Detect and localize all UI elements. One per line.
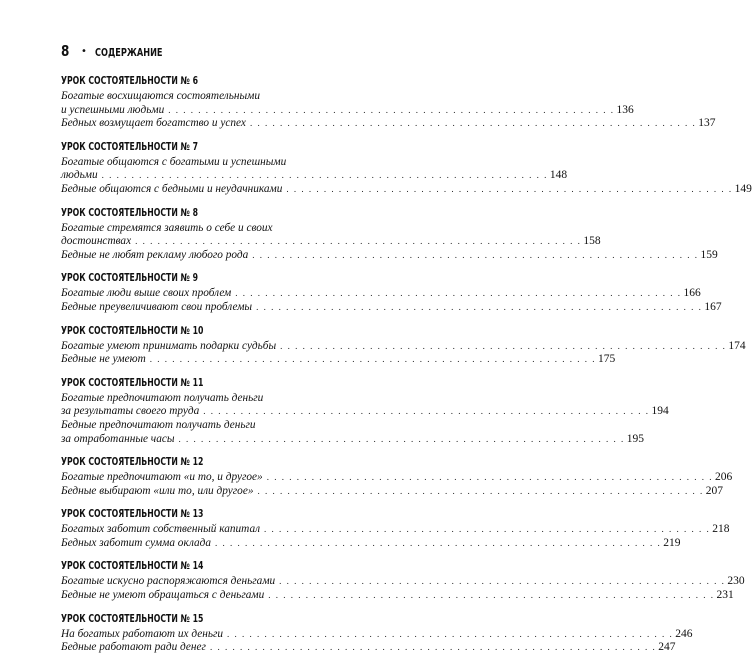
toc-entry-last-line [61,536,681,551]
toc-list [61,74,752,655]
toc-page-number: 194 [651,405,669,418]
dot-leader: . . . . . . . . . . . . . . . . . . . . . . . . . . . . . . . . . . . . . . . . . . . . . . . . . . . . . . . . . . . . [268,590,715,601]
dot-leader: . . . . . . . . . . . . . . . . . . . . . . . . . . . . . . . . . . . . . . . . . . . . . . . . . . . . . . . . . . . . [266,472,713,483]
dot-leader: . . . . . . . . . . . . . . . . . . . . . . . . . . . . . . . . . . . . . . . . . . . . . . . . . . . . . . . . . . . . [235,288,682,299]
dot-leader: . . . . . . . . . . . . . . . . . . . . . . . . . . . . . . . . . . . . . . . . . . . . . . . . . . . . . . . . . . . . [249,118,697,129]
running-head [61,42,357,60]
toc-entry-text: Богатые искусно распоряжаются деньгами [61,575,276,588]
lesson-section [61,140,752,197]
toc-page-number: 167 [704,300,722,313]
toc-entry-text: Бедные не любят рекламу любого рода [61,248,249,261]
lesson-section [61,206,718,263]
toc-entry-text: Бедные предпочитают получать деньги [61,418,256,431]
toc-entry-text: Богатые предпочитают получать деньги [61,391,264,404]
dot-leader: . . . . . . . . . . . . . . . . . . . . . . . . . . . . . . . . . . . . . . . . . . . . . . . . . . . . . . . . . . . . [101,170,548,181]
dot-leader: . . . . . . . . . . . . . . . . . . . . . . . . . . . . . . . . . . . . . . . . . . . . . . . . . . . . . . . . . . . . [215,537,662,548]
toc-entry-last-line [61,405,669,419]
toc-entry-last-line [61,182,752,197]
toc-entry[interactable] [61,391,669,419]
lesson-section [61,455,733,498]
toc-entry[interactable] [61,117,716,131]
toc-entry-last-line [61,300,722,315]
toc-entry-text: Бедные не умеют [61,353,146,366]
lesson-section [61,559,745,602]
toc-entry[interactable] [61,182,752,197]
toc-entry-text: Бедных возмущает богатство и успех [61,117,246,130]
dot-leader: . . . . . . . . . . . . . . . . . . . . . . . . . . . . . . . . . . . . . . . . . . . . . . . . . . . . . . . . . . . . [279,576,726,587]
lesson-heading: УРОК СОСТОЯТЕЛЬНОСТИ № 8 [61,206,199,219]
toc-entry-last-line [61,235,601,249]
table-of-contents-page [61,42,752,664]
toc-entry-last-line [61,589,734,603]
toc-entry-text: достоинствах [61,235,132,248]
toc-entry-last-line [61,287,701,301]
dot-leader: . . . . . . . . . . . . . . . . . . . . . . . . . . . . . . . . . . . . . . . . . . . . . . . . . . . . . . . . . . . . [209,642,657,653]
lesson-heading: УРОК СОСТОЯТЕЛЬНОСТИ № 6 [61,75,199,87]
lesson-section [61,376,669,446]
toc-page-number: 137 [698,117,716,130]
section-title: СОДЕРЖАНИЕ [94,47,163,59]
toc-entry-text: Богатых заботит собственный капитал [61,523,261,536]
toc-entry-last-line [61,339,746,354]
toc-entry[interactable] [61,418,645,446]
dot-leader: . . . . . . . . . . . . . . . . . . . . . . . . . . . . . . . . . . . . . . . . . . . . . . . . . . . . . . . . . . . . [227,628,674,639]
toc-page-number: 231 [716,589,734,602]
toc-page-number: 174 [728,339,746,352]
toc-entry-text: Богатые умеют принимать подарки судьбы [61,339,277,352]
lesson-heading: УРОК СОСТОЯТЕЛЬНОСТИ № 11 [61,376,204,389]
toc-page-number: 218 [712,523,730,536]
toc-entry-text: На богатых работают их деньги [61,627,224,640]
toc-page-number: 136 [616,103,634,116]
toc-entry-last-line [61,117,716,131]
toc-page-number: 149 [734,182,752,195]
lesson-section [61,271,722,314]
toc-page-number: 159 [700,248,718,261]
bullet-separator: • [81,46,87,57]
dot-leader: . . . . . . . . . . . . . . . . . . . . . . . . . . . . . . . . . . . . . . . . . . . . . . . . . . . . . . . . . . . . [203,406,650,417]
dot-leader: . . . . . . . . . . . . . . . . . . . . . . . . . . . . . . . . . . . . . . . . . . . . . . . . . . . . . . . . . . . . [256,301,703,312]
toc-page-number: 148 [549,169,568,182]
lesson-heading: УРОК СОСТОЯТЕЛЬНОСТИ № 12 [61,456,204,469]
dot-leader: . . . . . . . . . . . . . . . . . . . . . . . . . . . . . . . . . . . . . . . . . . . . . . . . . . . . . . . . . . . . [178,433,625,444]
toc-page-number: 247 [658,641,676,654]
toc-entry-last-line [61,627,693,642]
toc-entry-last-line [61,248,718,263]
toc-entry-last-line [61,353,616,367]
toc-page-number: 206 [714,471,733,484]
lesson-section [61,507,730,550]
toc-entry[interactable] [61,589,734,603]
toc-page-number: 219 [663,536,681,549]
toc-entry[interactable] [61,523,730,537]
toc-entry[interactable] [61,353,616,367]
toc-entry[interactable] [61,90,634,117]
lesson-section [61,324,746,367]
toc-entry[interactable] [61,221,601,249]
dot-leader: . . . . . . . . . . . . . . . . . . . . . . . . . . . . . . . . . . . . . . . . . . . . . . . . . . . . . . . . . . . . [257,485,704,496]
toc-page-number: 207 [705,484,723,497]
lesson-heading: УРОК СОСТОЯТЕЛЬНОСТИ № 10 [61,324,204,337]
toc-entry-text: Богатые восхищаются состоятельными [61,90,260,102]
toc-page-number: 158 [583,235,601,248]
toc-entry-text: Бедные не умеют обращаться с деньгами [61,589,265,602]
dot-leader: . . . . . . . . . . . . . . . . . . . . . . . . . . . . . . . . . . . . . . . . . . . . . . . . . . . . . . . . . . . . [252,249,699,260]
toc-page-number: 195 [626,432,645,445]
lesson-heading: УРОК СОСТОЯТЕЛЬНОСТИ № 13 [61,508,204,521]
dot-leader: . . . . . . . . . . . . . . . . . . . . . . . . . . . . . . . . . . . . . . . . . . . . . . . . . . . . . . . . . . . . [280,340,727,351]
toc-entry-text: Бедные работают ради денег [61,641,206,654]
toc-entry[interactable] [61,484,723,499]
toc-entry[interactable] [61,287,701,301]
dot-leader: . . . . . . . . . . . . . . . . . . . . . . . . . . . . . . . . . . . . . . . . . . . . . . . . . . . . . . . . . . . . [286,183,733,194]
toc-entry-text: и успешными людьми [61,103,165,116]
dot-leader: . . . . . . . . . . . . . . . . . . . . . . . . . . . . . . . . . . . . . . . . . . . . . . . . . . . . . . . . . . . . [168,104,615,115]
dot-leader: . . . . . . . . . . . . . . . . . . . . . . . . . . . . . . . . . . . . . . . . . . . . . . . . . . . . . . . . . . . . [264,524,711,535]
page-number: 8 [61,42,70,60]
toc-entry[interactable] [61,248,718,263]
lesson-section [61,74,716,131]
lesson-heading: УРОК СОСТОЯТЕЛЬНОСТИ № 14 [61,560,204,573]
toc-entry-last-line [61,103,634,118]
toc-page-number: 166 [683,287,701,300]
toc-entry[interactable] [61,300,722,315]
toc-entry-text: за результаты своего труда [61,405,200,418]
toc-entry-text: Бедные общаются с бедными и неудачниками [61,182,283,195]
toc-page-number: 175 [597,353,616,366]
toc-entry-last-line [61,484,723,499]
toc-entry-last-line [61,523,730,537]
toc-entry-last-line [61,432,645,447]
lesson-section [61,612,693,655]
toc-entry-last-line [61,471,733,485]
lesson-heading: УРОК СОСТОЯТЕЛЬНОСТИ № 7 [61,140,199,153]
toc-entry-text: за отработанные часы [61,432,175,445]
lesson-heading: УРОК СОСТОЯТЕЛЬНОСТИ № 15 [61,612,204,625]
toc-entry[interactable] [61,536,681,551]
toc-page-number: 230 [727,575,745,588]
toc-entry-text: людьми [61,169,98,182]
toc-page-number: 246 [675,627,693,640]
lesson-heading: УРОК СОСТОЯТЕЛЬНОСТИ № 9 [61,272,199,285]
toc-entry[interactable] [61,641,676,655]
dot-leader: . . . . . . . . . . . . . . . . . . . . . . . . . . . . . . . . . . . . . . . . . . . . . . . . . . . . . . . . . . . . [135,236,582,247]
toc-entry[interactable] [61,627,693,642]
toc-entry[interactable] [61,575,745,589]
toc-entry-last-line [61,641,676,655]
dot-leader: . . . . . . . . . . . . . . . . . . . . . . . . . . . . . . . . . . . . . . . . . . . . . . . . . . . . . . . . . . . . [149,354,596,365]
toc-entry[interactable] [61,155,568,183]
toc-entry-last-line [61,575,745,589]
toc-entry[interactable] [61,471,733,485]
toc-entry[interactable] [61,339,746,354]
toc-entry-text: Богатые общаются с богатыми и успешными [61,155,287,168]
toc-entry-last-line [61,169,568,183]
toc-entry-text: Бедных заботит сумма оклада [61,536,212,549]
toc-entry-text: Бедные преувеличивают свои проблемы [61,300,253,313]
toc-entry-text: Богатые люди выше своих проблем [61,287,232,300]
toc-entry-text: Бедные выбирают «или то, или другое» [61,484,254,497]
toc-entry-text: Богатые предпочитают «и то, и другое» [61,471,263,484]
toc-entry-text: Богатые стремятся заявить о себе и своих [61,221,273,234]
